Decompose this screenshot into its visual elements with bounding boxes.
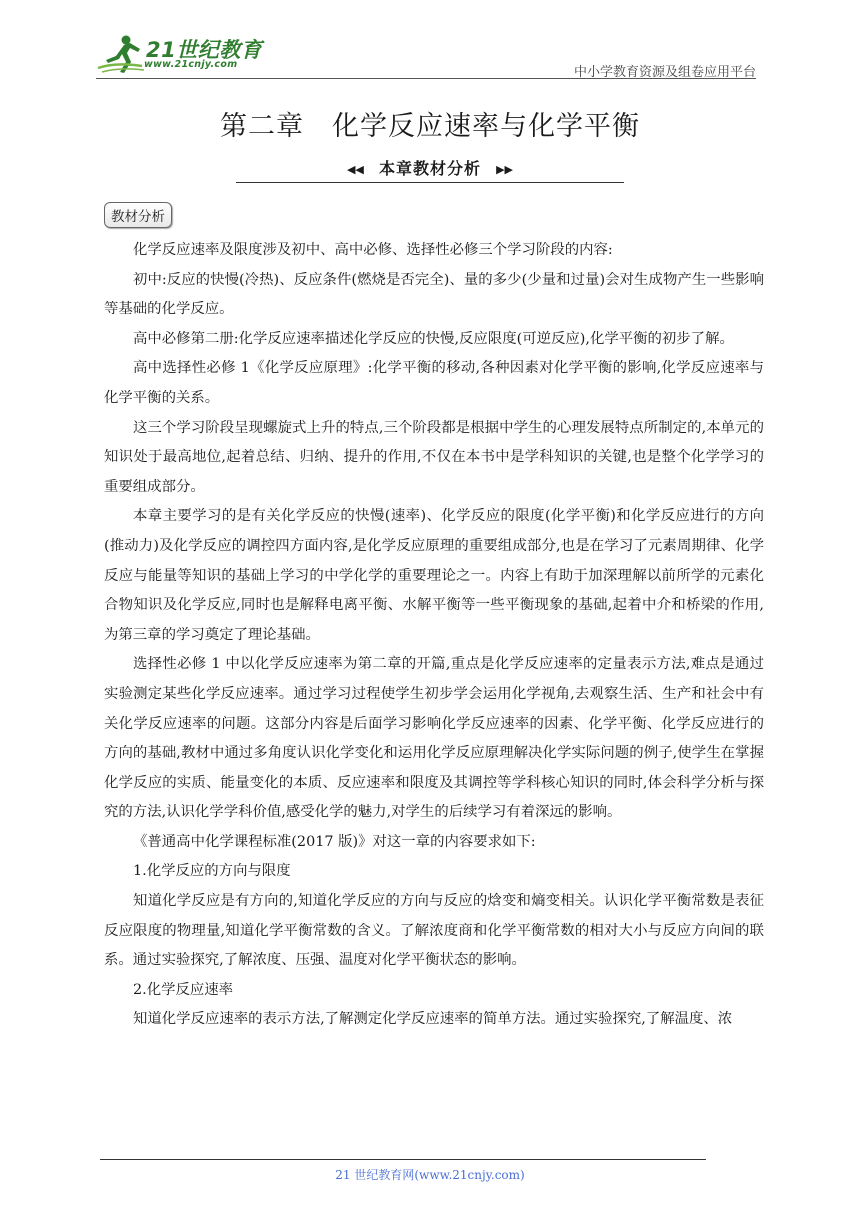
paragraph: 这三个学习阶段呈现螺旋式上升的特点,三个阶段都是根据中学生的心理发展特点所制定的,本单元的知识处于最高地位,起着总结、归纳、提升的作用,不仅在本书中是学科知识的关键,也是整个化学学习的重要组成部分。: [104, 419, 764, 495]
body-text: [104, 236, 764, 1035]
chapter-title: 第二章 化学反应速率与化学平衡: [220, 111, 640, 142]
paragraph: 高中必修第二册:化学反应速率描述化学反应的快慢,反应限度(可逆反应),化学平衡的初步了解。: [133, 330, 734, 347]
double-left-arrow-icon: ◀◀: [346, 163, 364, 176]
paragraph: 初中:反应的快慢(冷热)、反应条件(燃烧是否完全)、量的多少(少量和过量)会对生成物产生一些影响等基础的化学反应。: [104, 271, 764, 318]
footer-text: 21 世纪教育网(www.21cnjy.com): [335, 1168, 525, 1182]
paragraph: 知道化学反应速率的表示方法,了解测定化学反应速率的简单方法。通过实验探究,了解温度、浓: [133, 1011, 733, 1028]
logo-url: www.21cnjy.com: [144, 59, 238, 70]
runner-icon: [96, 34, 146, 74]
section-tag: 教材分析: [104, 202, 172, 228]
paragraph: 本章主要学习的是有关化学反应的快慢(速率)、化学反应的限度(化学平衡)和化学反应进行的方向(推动力)及化学反应的调控四方面内容,是化学反应原理的重要组成部分,也是在学习了元素周期律、化学反应与能量等知识的基础上学习的中学化学的重要理论之一。内容上有助于加深理解以前所学的元素化合物知识及化学反应,同时也是解释电离平衡、水解平衡等一些平衡现象的基础,起着中介和桥梁的作用,为第三章的学习奠定了理论基础。: [104, 508, 764, 643]
section-banner-text: 本章教材分析: [378, 159, 481, 178]
platform-name: 中小学教育资源及组卷应用平台: [573, 65, 756, 80]
footer-divider: [100, 1159, 706, 1160]
paragraph: 知道化学反应是有方向的,知道化学反应的方向与反应的焓变和熵变相关。认识化学平衡常数是表征反应限度的物理量,知道化学平衡常数的含义。了解浓度商和化学平衡常数的相对大小与反应方向间的联系。通过实验探究,了解浓度、压强、温度对化学平衡状态的影响。: [104, 893, 764, 969]
paragraph: 《普通高中化学课程标准(2017 版)》对这一章的内容要求如下:: [133, 833, 536, 850]
logo: [96, 34, 266, 78]
paragraph: 化学反应速率及限度涉及初中、高中必修、选择性必修三个学习阶段的内容:: [133, 242, 613, 258]
page-header: [0, 0, 860, 80]
section-banner: [236, 156, 624, 183]
paragraph: 选择性必修 1 中以化学反应速率为第二章的开篇,重点是化学反应速率的定量表示方法,难点是通过实验测定某些化学反应速率。通过学习过程使学生初步学会运用化学视角,去观察生活、生产和社会中有关化学反应速率的问题。这部分内容是后面学习影响化学反应速率的因素、化学平衡、化学反应进行的方向的基础,教材中通过多角度认识化学变化和运用化学反应原理解决化学实际问题的例子,使学生在掌握化学反应的实质、能量变化的本质、反应速率和限度及其调控等学科核心知识的同时,体会科学分析与探究的方法,认识化学学科价值,感受化学的魅力,对学生的后续学习有着深远的影响。: [104, 656, 764, 821]
logo-text: 21世纪教育: [146, 38, 263, 62]
paragraph: 2.化学反应速率: [133, 981, 234, 998]
double-right-arrow-icon: ▶▶: [496, 163, 514, 176]
header-divider: [96, 78, 756, 79]
paragraph: 1.化学反应的方向与限度: [133, 863, 291, 880]
paragraph: 高中选择性必修 1《化学反应原理》:化学平衡的移动,各种因素对化学平衡的影响,化学反应速率与化学平衡的关系。: [104, 360, 764, 406]
